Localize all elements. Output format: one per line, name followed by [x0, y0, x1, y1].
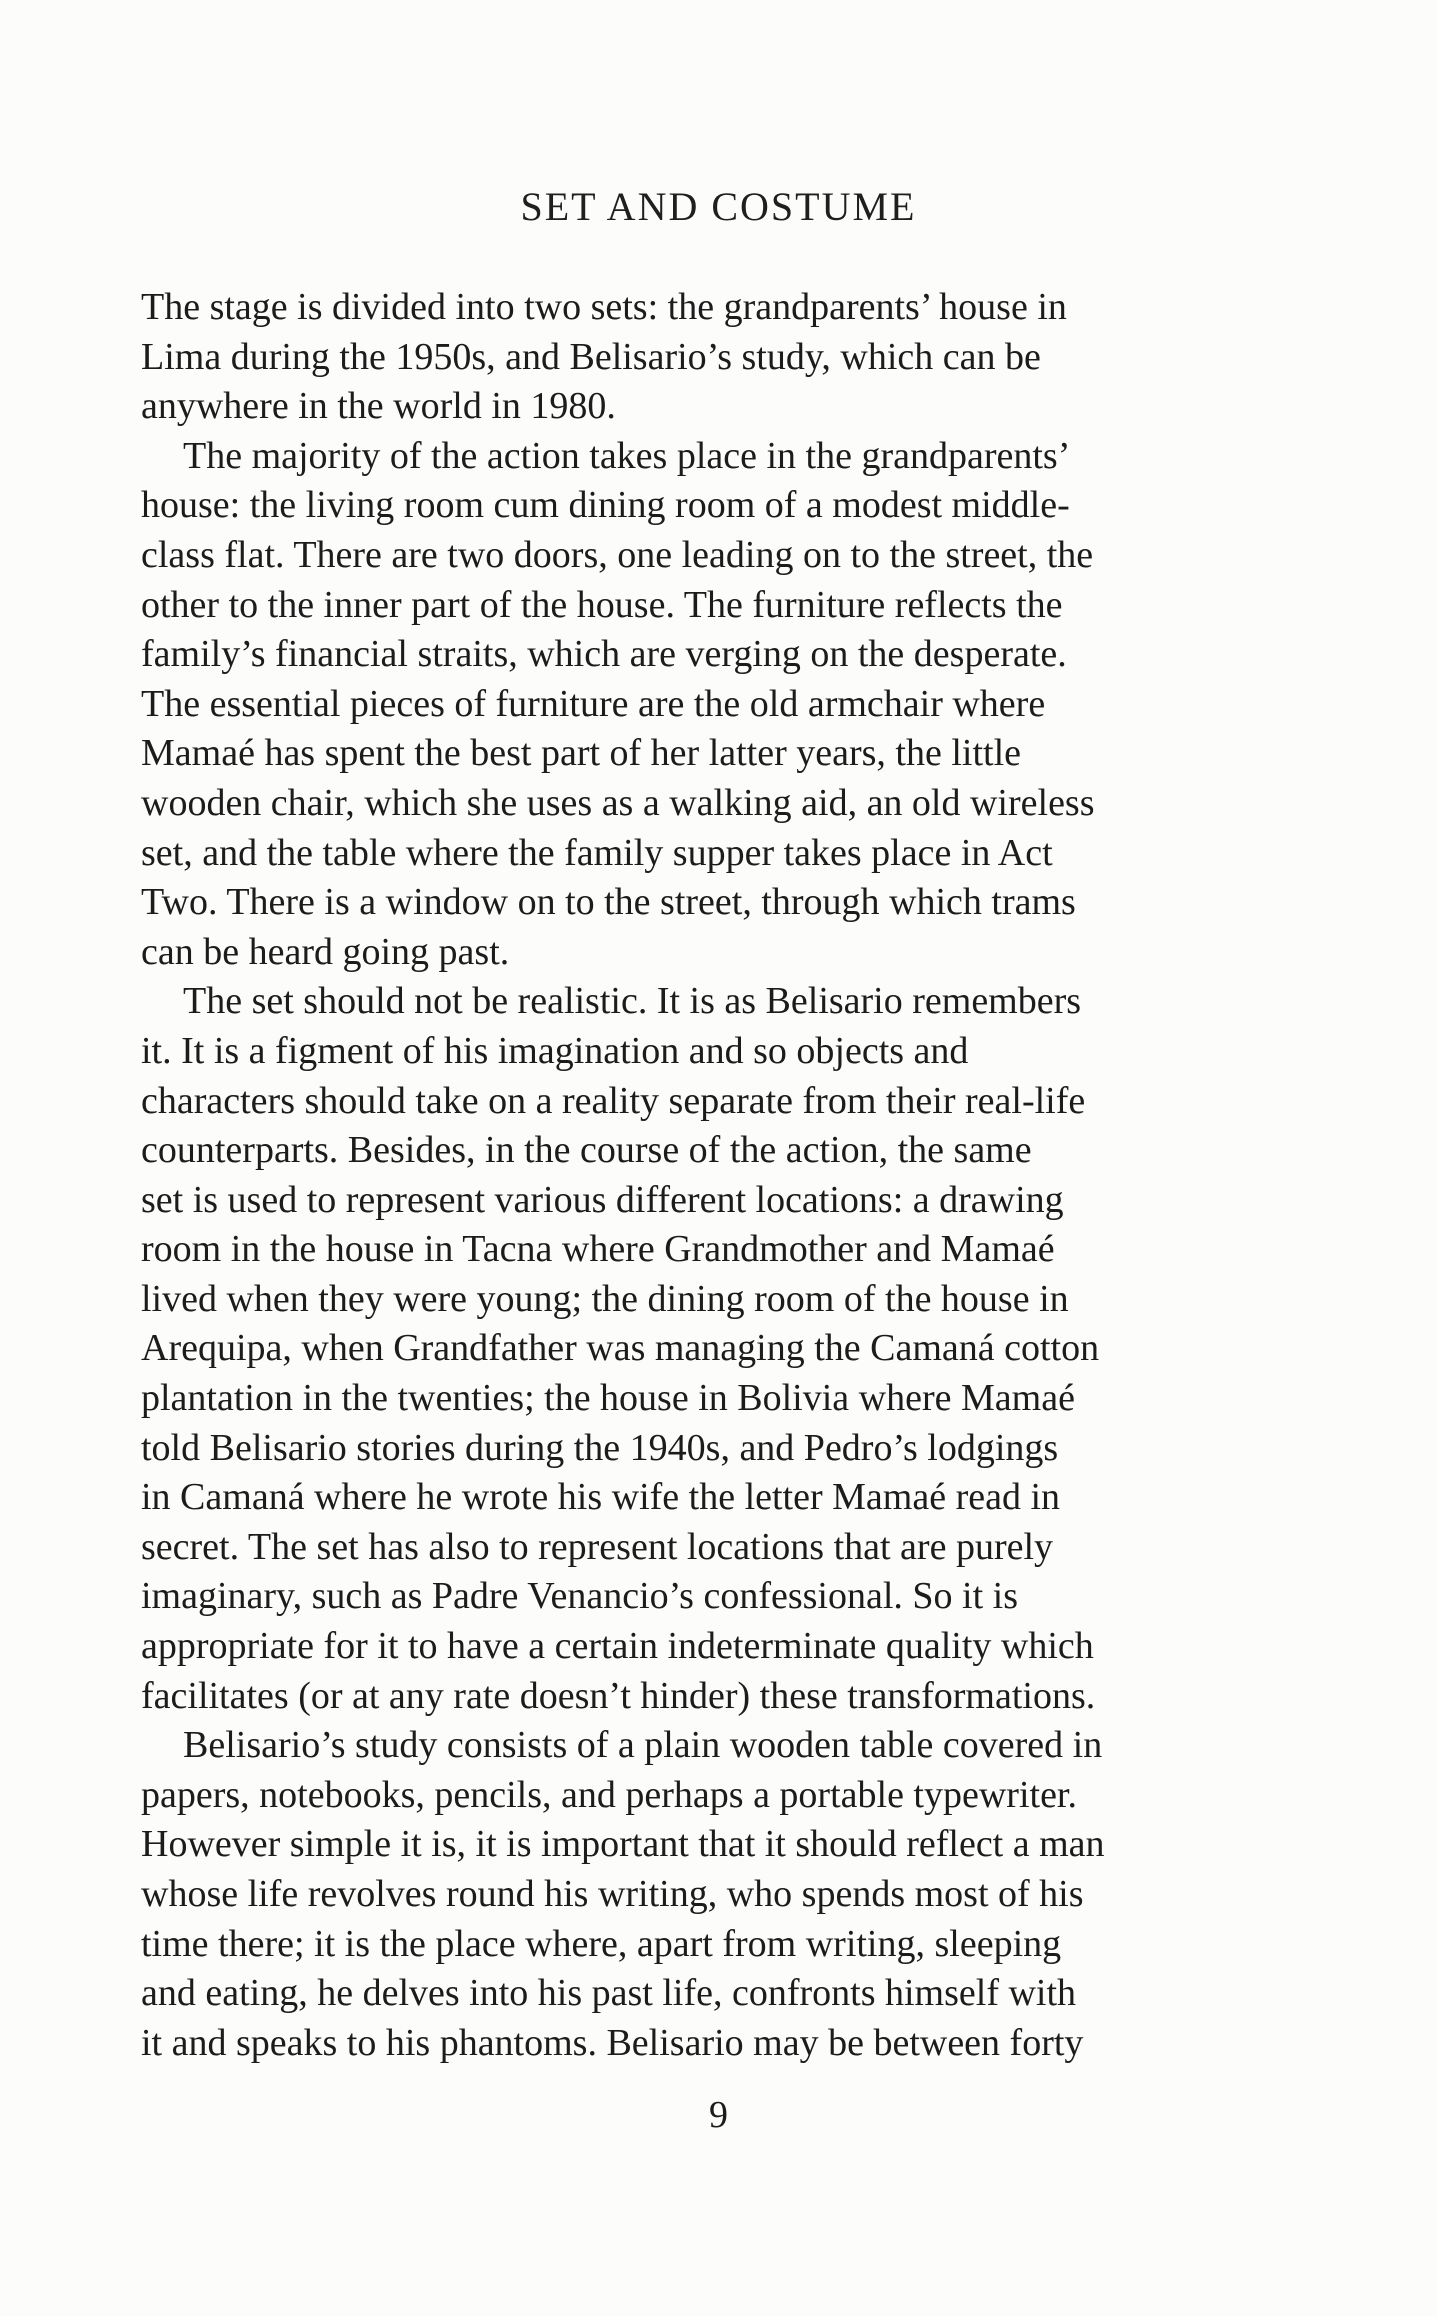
- text-line: other to the inner part of the house. The furniture reflects the: [141, 583, 1063, 626]
- text-line: it. It is a figment of his imagination and so objects and: [141, 1029, 969, 1072]
- text-line: Two. There is a window on to the street, through which trams: [141, 881, 1076, 924]
- text-line: whose life revolves round his writing, who spends most of his: [141, 1873, 1084, 1915]
- text-line: Arequipa, when Grandfather was managing the Camaná cotton: [141, 1327, 1100, 1370]
- text-line: class flat. There are two doors, one leading on to the street, the: [141, 533, 1094, 576]
- text-line: The set should not be realistic. It is as Belisario remembers: [183, 980, 1082, 1023]
- text-line: can be heard going past.: [141, 930, 510, 973]
- text-line: time there; it is the place where, apart from writing, sleeping: [141, 1922, 1062, 1965]
- paragraph-1: [141, 283, 1301, 432]
- text-line: The majority of the action takes place in the grandparents’: [183, 434, 1071, 477]
- text-line: The stage is divided into two sets: the grandparents’ house in: [141, 286, 1067, 328]
- text-line: room in the house in Tacna where Grandmother and Mamaé: [141, 1228, 1055, 1271]
- paragraph-2: [141, 432, 1301, 978]
- text-line: The essential pieces of furniture are the old armchair where: [141, 682, 1046, 725]
- text-line: papers, notebooks, pencils, and perhaps a portable typewriter.: [141, 1773, 1077, 1816]
- text-line: set is used to represent various different locations: a drawing: [141, 1178, 1064, 1221]
- text-line: Lima during the 1950s, and Belisario’s study, which can be: [141, 335, 1041, 378]
- text-line: and eating, he delves into his past life, confronts himself with: [141, 1972, 1077, 2015]
- text-line: plantation in the twenties; the house in Bolivia where Mamaé: [141, 1377, 1075, 1420]
- text-line: family’s financial straits, which are verging on the desperate.: [141, 633, 1067, 676]
- text-line: appropriate for it to have a certain indeterminate quality which: [141, 1625, 1094, 1668]
- text-line: it and speaks to his phantoms. Belisario may be between forty: [141, 2021, 1084, 2064]
- text-line: characters should take on a reality separate from their real-life: [141, 1079, 1086, 1122]
- paragraph-4: [141, 1721, 1301, 2068]
- text-line: house: the living room cum dining room of a modest middle-: [141, 484, 1070, 527]
- paragraph-3: [141, 977, 1301, 1721]
- page-number: 9: [709, 2094, 728, 2136]
- text-line: secret. The set has also to represent locations that are purely: [141, 1525, 1054, 1568]
- text-line: in Camaná where he wrote his wife the letter Mamaé read in: [141, 1476, 1061, 1519]
- text-line: facilitates (or at any rate doesn’t hinder) these transformations.: [141, 1674, 1096, 1717]
- text-line: lived when they were young; the dining room of the house in: [141, 1277, 1069, 1320]
- text-line: set, and the table where the family supper takes place in Act: [141, 831, 1053, 874]
- text-line: Mamaé has spent the best part of her latter years, the little: [141, 732, 1022, 775]
- text-line: imaginary, such as Padre Venancio’s confessional. So it is: [141, 1575, 1019, 1618]
- page-title: SET AND COSTUME: [520, 184, 917, 229]
- text-line: Belisario’s study consists of a plain wooden table covered in: [183, 1724, 1103, 1767]
- text-line: told Belisario stories during the 1940s, and Pedro’s lodgings: [141, 1426, 1059, 1469]
- text-line: However simple it is, it is important that it should reflect a man: [141, 1823, 1105, 1866]
- text-line: counterparts. Besides, in the course of the action, the same: [141, 1129, 1032, 1172]
- text-line: anywhere in the world in 1980.: [141, 385, 616, 428]
- body-text: [141, 283, 1301, 2068]
- text-line: wooden chair, which she uses as a walking aid, an old wireless: [141, 781, 1095, 824]
